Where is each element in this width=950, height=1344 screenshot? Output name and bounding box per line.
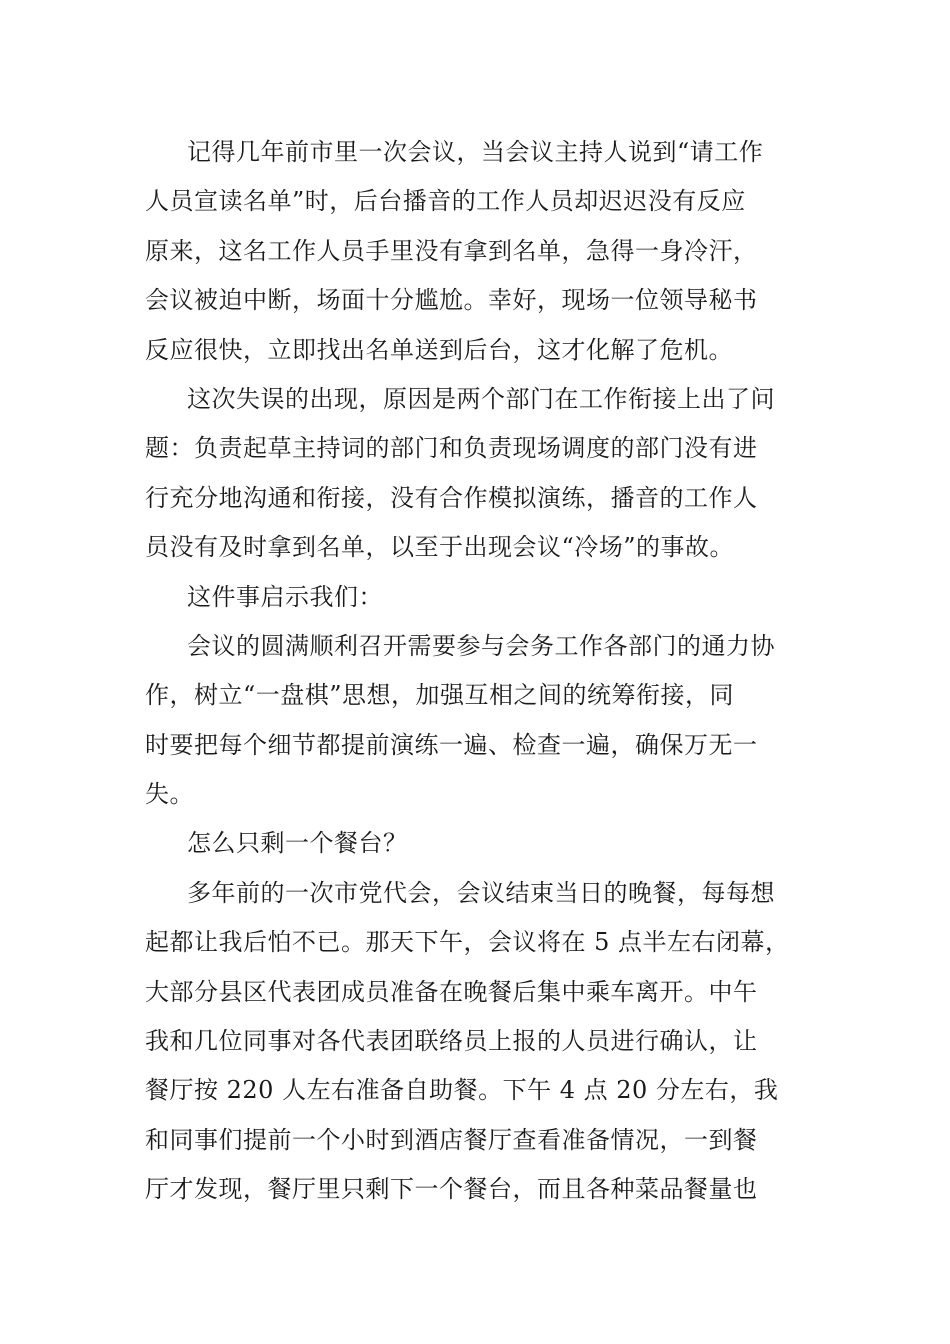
text-line: 会议的圆满顺利召开需要参与会务工作各部门的通力协 bbox=[187, 631, 775, 660]
text-line: 人员宣读名单”时，后台播音的工作人员却迟迟没有反应 bbox=[145, 187, 746, 216]
paragraph-cause bbox=[145, 375, 815, 573]
text-line: 大部分县区代表团成员准备在晚餐后集中乘车离开。中午 bbox=[145, 977, 758, 1006]
text-line: 员没有及时拿到名单，以至于出现会议“冷场”的事故。 bbox=[145, 533, 735, 562]
text-line: 这次失误的出现，原因是两个部门在工作衔接上出了问 bbox=[187, 384, 775, 413]
text-line: 题：负责起草主持词的部门和负责现场调度的部门没有进 bbox=[145, 434, 758, 463]
text-line: 和同事们提前一个小时到酒店餐厅查看准备情况，一到餐 bbox=[145, 1125, 758, 1154]
text-line: 餐厅按 220 人左右准备自助餐。下午 4 点 20 分左右，我 bbox=[145, 1076, 779, 1105]
text-line: 多年前的一次市党代会，会议结束当日的晚餐，每每想 bbox=[187, 878, 775, 907]
paragraph-dinner bbox=[145, 869, 815, 1215]
section-heading bbox=[145, 819, 815, 868]
text-line: 会议被迫中断，场面十分尴尬。幸好，现场一位领导秘书 bbox=[145, 286, 758, 315]
paragraph-lesson-intro bbox=[145, 573, 815, 622]
text-line: 起都让我后怕不已。那天下午，会议将在 5 点半左右闭幕， bbox=[145, 928, 790, 957]
text-line: 我和几位同事对各代表团联络员上报的人员进行确认，让 bbox=[145, 1027, 758, 1056]
document-body bbox=[145, 128, 815, 1215]
text-line: 时要把每个细节都提前演练一遍、检查一遍，确保万无一 bbox=[145, 730, 758, 759]
text-line: 记得几年前市里一次会议，当会议主持人说到“请工作 bbox=[187, 138, 764, 166]
text-line: 怎么只剩一个餐台？ bbox=[187, 829, 408, 858]
text-line: 这件事启示我们： bbox=[187, 582, 383, 611]
text-line: 反应很快，立即找出名单送到后台，这才化解了危机。 bbox=[145, 335, 733, 364]
paragraph-lesson bbox=[145, 622, 815, 820]
text-line: 行充分地沟通和衔接，没有合作模拟演练，播音的工作人 bbox=[145, 483, 758, 512]
text-line: 厅才发现，餐厅里只剩下一个餐台，而且各种菜品餐量也 bbox=[145, 1175, 758, 1204]
text-line: 作，树立“一盘棋”思想，加强互相之间的统筹衔接，同 bbox=[145, 681, 735, 710]
paragraph-incident bbox=[145, 128, 815, 375]
text-line: 原来，这名工作人员手里没有拿到名单，急得一身冷汗， bbox=[145, 236, 758, 265]
text-line: 失。 bbox=[145, 780, 194, 809]
